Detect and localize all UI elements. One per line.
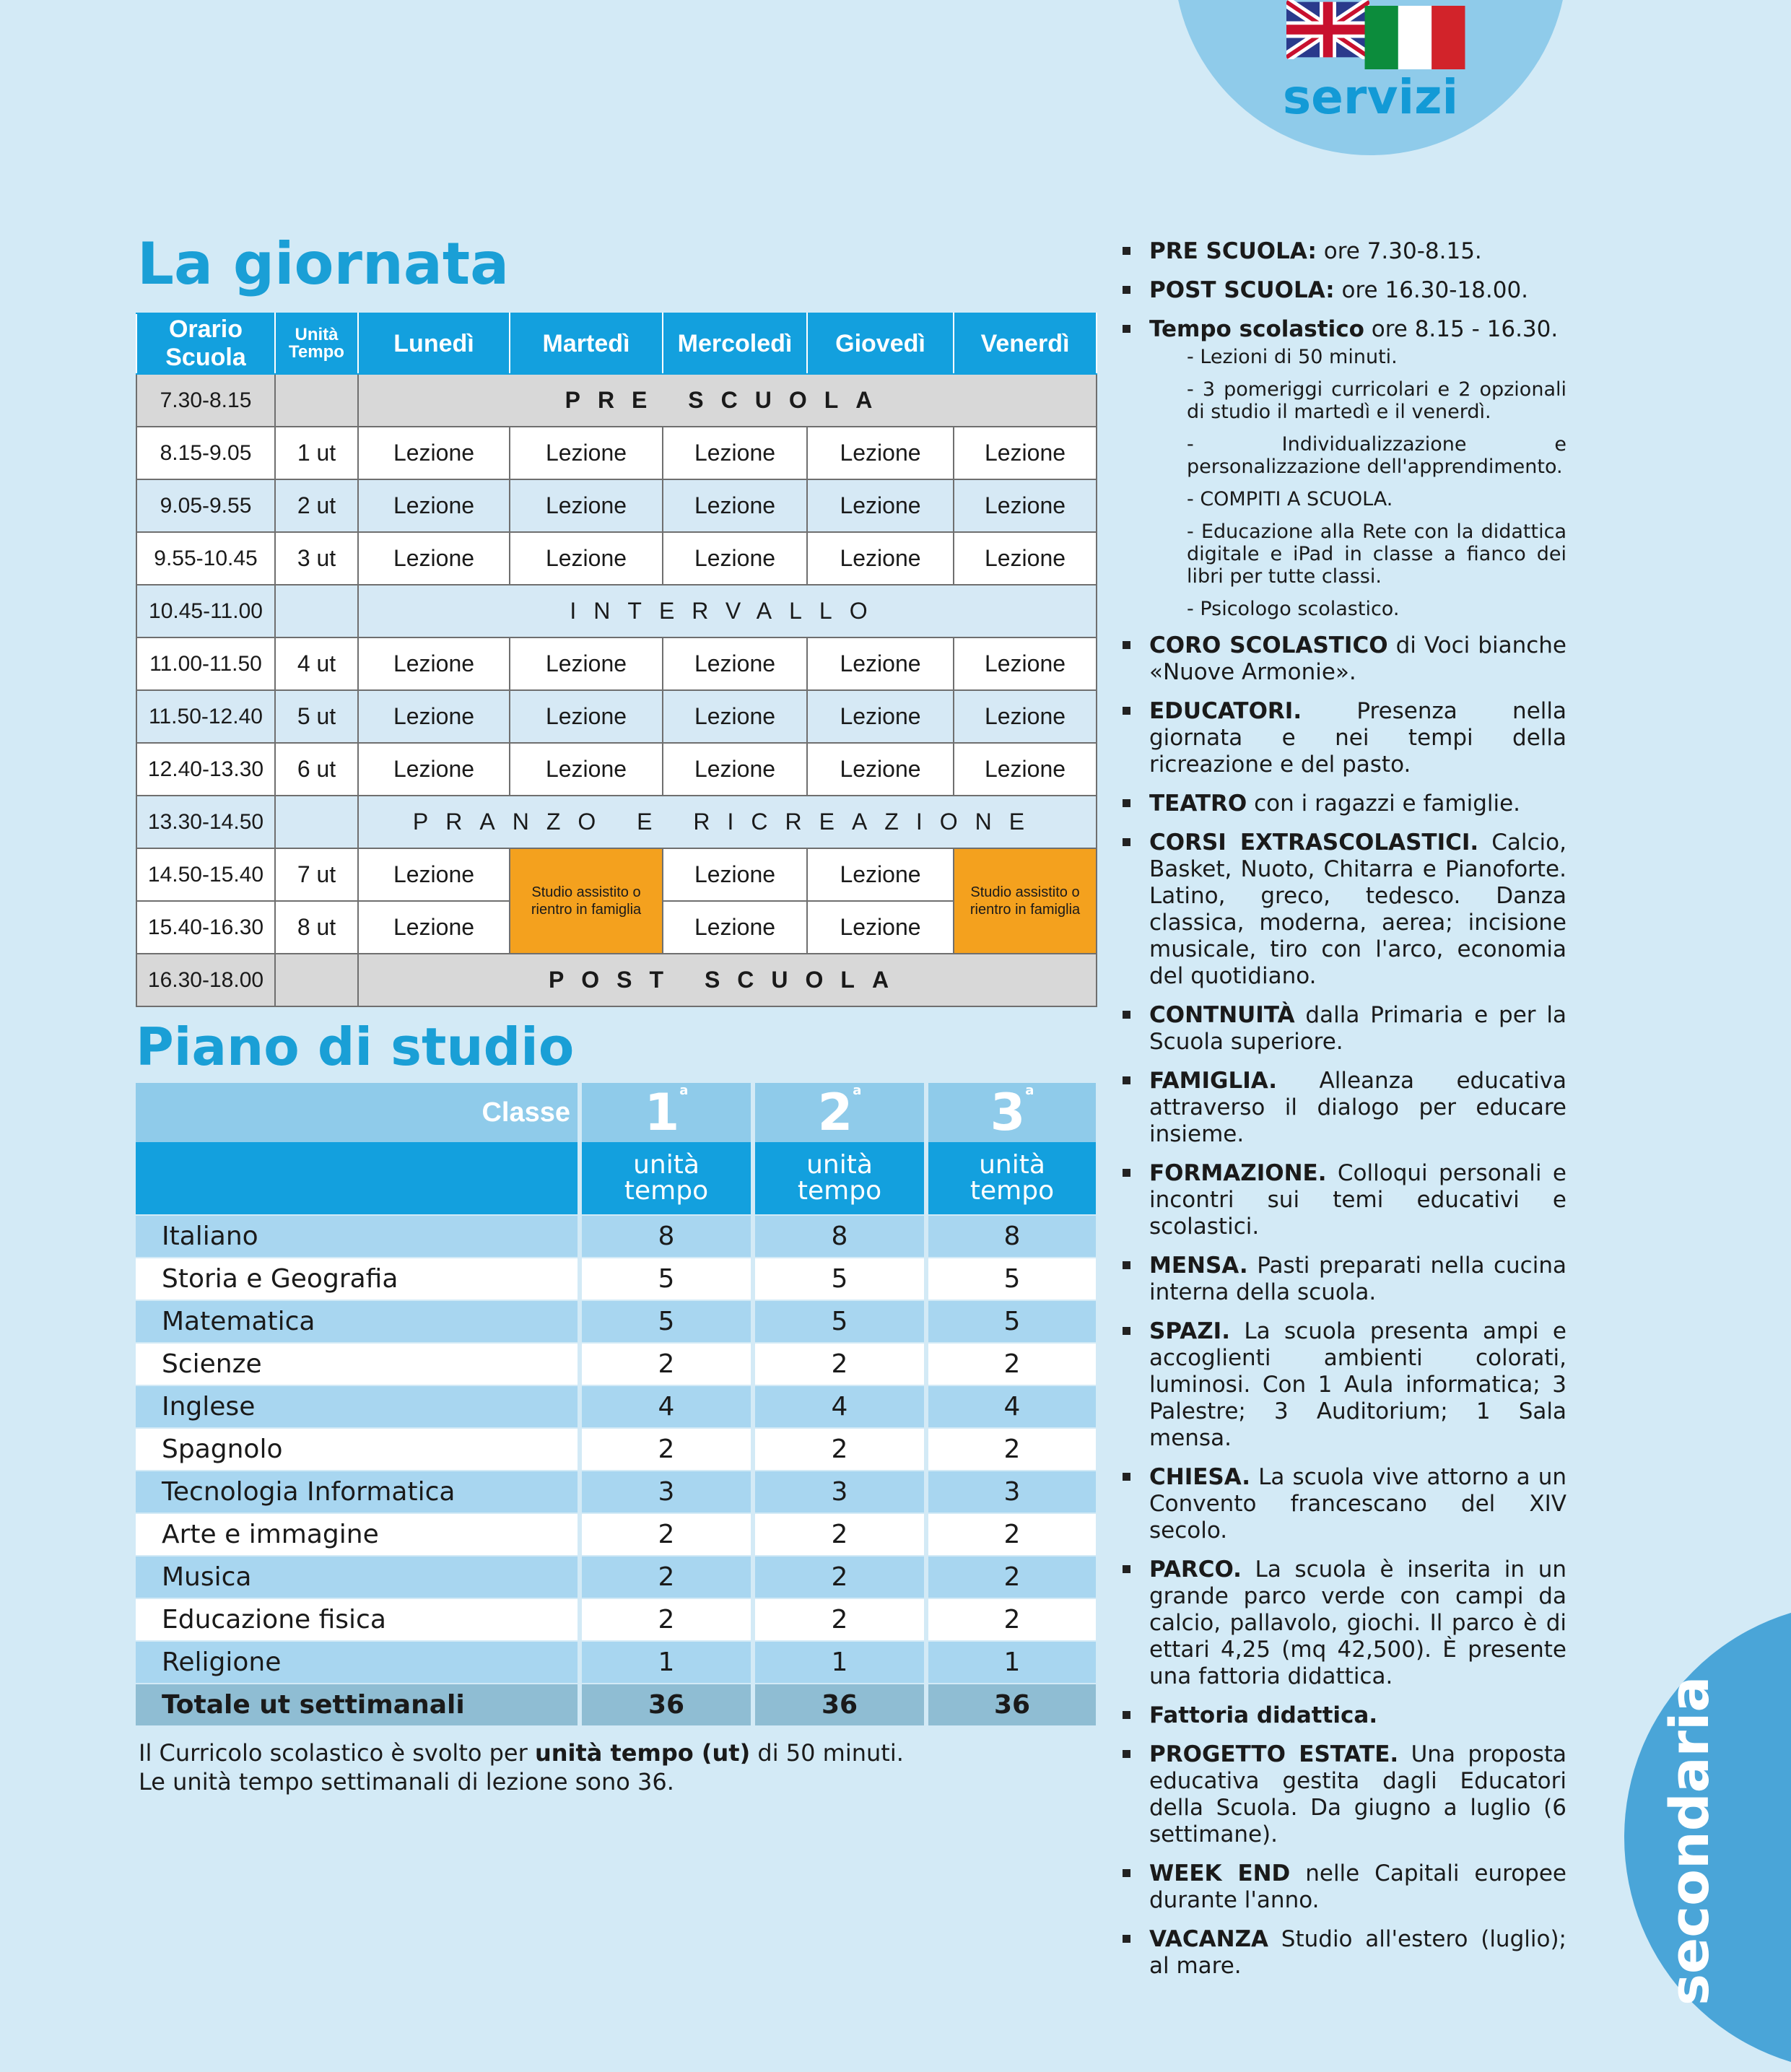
lesson-cell: Lezione xyxy=(663,427,807,479)
subject-value: 36 xyxy=(751,1683,924,1725)
subject-row xyxy=(136,1512,1096,1555)
lesson-cell: Lezione xyxy=(663,690,807,743)
band-post-scuola: POST SCUOLA xyxy=(358,954,1097,1006)
subject-value: 2 xyxy=(751,1342,924,1385)
subject-value: 3 xyxy=(751,1470,924,1512)
lesson-cell: Lezione xyxy=(510,479,663,532)
service-title: CONTNUITÀ xyxy=(1149,1002,1295,1028)
subject-name: Educazione fisica xyxy=(136,1598,578,1640)
subject-row xyxy=(136,1427,1096,1470)
service-title: Fattoria didattica. xyxy=(1149,1702,1378,1728)
band-pre-scuola: PRE SCUOLA xyxy=(358,374,1097,427)
schedule-table xyxy=(136,313,1097,1007)
uk-flag-icon xyxy=(1286,0,1369,59)
lesson-cell: Lezione xyxy=(358,848,510,901)
schedule-row xyxy=(136,479,1097,532)
lesson-cell: Lezione xyxy=(663,901,807,954)
subject-name: Tecnologia Informatica xyxy=(136,1470,578,1512)
service-text: La scuola vive attorno a un Convento francescano del XIV secolo. xyxy=(1149,1464,1566,1544)
lesson-cell: Lezione xyxy=(954,743,1097,796)
giornata-title: La giornata xyxy=(137,230,510,297)
piano-title: Piano di studio xyxy=(136,1017,575,1077)
subject-name: Musica xyxy=(136,1555,578,1598)
lesson-cell: Lezione xyxy=(358,427,510,479)
secondaria-label: secondaria xyxy=(1659,1676,1721,2006)
lesson-cell: Lezione xyxy=(358,690,510,743)
lesson-cell: Lezione xyxy=(510,532,663,585)
subject-value: 1 xyxy=(578,1640,751,1683)
service-item xyxy=(1119,1926,1566,1980)
service-item xyxy=(1119,238,1566,265)
unit-header: unità tempo xyxy=(924,1142,1096,1214)
subject-row xyxy=(136,1385,1096,1427)
unit-header-empty xyxy=(136,1142,578,1214)
subject-value: 5 xyxy=(924,1257,1096,1300)
time-cell: 11.00-11.50 xyxy=(136,637,275,690)
class-2-header: 2$^a$ xyxy=(751,1083,924,1142)
curricolo-note: Il Curricolo scolastico è svolto per unità tempo (ut) di 50 minuti. Le unità tempo settimanali di lezione sono 36. xyxy=(139,1739,904,1795)
subject-value: 1 xyxy=(924,1640,1096,1683)
lesson-cell: Lezione xyxy=(807,690,954,743)
subject-value: 36 xyxy=(924,1683,1096,1725)
lesson-cell: Lezione xyxy=(807,848,954,901)
subject-row xyxy=(136,1640,1096,1683)
service-title: WEEK END xyxy=(1149,1860,1291,1886)
subject-value: 4 xyxy=(751,1385,924,1427)
service-item xyxy=(1119,1160,1566,1240)
lesson-cell: Lezione xyxy=(358,743,510,796)
col-mercoledi: Mercoledì xyxy=(663,313,807,374)
service-item xyxy=(1119,1002,1566,1055)
unit-header: unità tempo xyxy=(578,1142,751,1214)
lesson-cell: Lezione xyxy=(807,901,954,954)
service-title: PARCO. xyxy=(1149,1557,1242,1583)
subject-row xyxy=(136,1555,1096,1598)
service-item xyxy=(1119,698,1566,778)
subject-value: 2 xyxy=(578,1342,751,1385)
subject-row xyxy=(136,1470,1096,1512)
service-text: Presenza nella giornata e nei tempi della ricreazione e del pasto. xyxy=(1149,698,1566,778)
subject-row xyxy=(136,1342,1096,1385)
service-subitem: - Psicologo scolastico. xyxy=(1187,598,1400,620)
time-cell: 9.05-9.55 xyxy=(136,479,275,532)
schedule-row xyxy=(136,585,1097,637)
subject-value: 2 xyxy=(578,1598,751,1640)
time-cell: 9.55-10.45 xyxy=(136,532,275,585)
schedule-row xyxy=(136,427,1097,479)
schedule-row xyxy=(136,848,1097,901)
subject-name: Italiano xyxy=(136,1214,578,1257)
subject-value: 2 xyxy=(578,1512,751,1555)
col-martedi: Martedì xyxy=(510,313,663,374)
service-item xyxy=(1119,1464,1566,1544)
lesson-cell: Lezione xyxy=(807,743,954,796)
subject-name: Inglese xyxy=(136,1385,578,1427)
subject-value: 3 xyxy=(578,1470,751,1512)
subject-value: 8 xyxy=(751,1214,924,1257)
subject-value: 2 xyxy=(924,1598,1096,1640)
subject-value: 2 xyxy=(751,1427,924,1470)
subject-value: 2 xyxy=(924,1342,1096,1385)
lesson-cell: Lezione xyxy=(358,532,510,585)
piano-class-row xyxy=(136,1083,1096,1142)
subject-value: 36 xyxy=(578,1683,751,1725)
ut-cell: 8 ut xyxy=(275,901,358,954)
subject-value: 5 xyxy=(751,1300,924,1342)
subject-value: 8 xyxy=(924,1214,1096,1257)
service-subitem: - COMPITI A SCUOLA. xyxy=(1187,488,1393,510)
service-item xyxy=(1119,1068,1566,1148)
time-cell: 10.45-11.00 xyxy=(136,585,275,637)
service-subitem: - 3 pomeriggi curricolari e 2 opzionali di studio il martedì e il venerdì. xyxy=(1187,378,1566,423)
service-item xyxy=(1119,1557,1566,1690)
subject-name: Scienze xyxy=(136,1342,578,1385)
service-item xyxy=(1119,632,1566,686)
service-text: Studio all'estero (luglio); al mare. xyxy=(1149,1926,1566,1979)
service-item xyxy=(1119,791,1566,817)
piano-table xyxy=(136,1083,1096,1725)
service-title: CHIESA. xyxy=(1149,1464,1251,1490)
service-text: Alleanza educativa attraverso il dialogo per educare insieme. xyxy=(1149,1068,1566,1147)
subject-name: Matematica xyxy=(136,1300,578,1342)
time-cell: 8.15-9.05 xyxy=(136,427,275,479)
lesson-cell: Lezione xyxy=(510,637,663,690)
service-text: dalla Primaria e per la Scuola superiore. xyxy=(1149,1002,1566,1055)
service-title: VACANZA xyxy=(1149,1926,1269,1952)
time-cell: 16.30-18.00 xyxy=(136,954,275,1006)
ut-cell: 7 ut xyxy=(275,848,358,901)
servizi-label: servizi xyxy=(1282,69,1459,125)
lesson-cell: Lezione xyxy=(954,637,1097,690)
subject-name: Storia e Geografia xyxy=(136,1257,578,1300)
services-list xyxy=(1119,238,1566,1992)
service-text: ore 16.30-18.00. xyxy=(1334,277,1529,303)
subject-row xyxy=(136,1598,1096,1640)
service-text: La scuola è inserita in un grande parco verde con campi da calcio, pallavolo, giochi. Il parco è di ettari 4,25 (mq 42,500). È presente una fattoria didattica. xyxy=(1149,1557,1566,1689)
subject-value: 8 xyxy=(578,1214,751,1257)
subject-value: 2 xyxy=(924,1512,1096,1555)
service-title: PRE SCUOLA: xyxy=(1149,238,1317,264)
subject-row xyxy=(136,1257,1096,1300)
service-title: TEATRO xyxy=(1149,791,1247,817)
lesson-cell: Lezione xyxy=(663,743,807,796)
service-text: con i ragazzi e famiglie. xyxy=(1247,791,1521,817)
service-item xyxy=(1119,1860,1566,1914)
ut-cell: 5 ut xyxy=(275,690,358,743)
service-subitem: - Lezioni di 50 minuti. xyxy=(1187,346,1398,368)
ut-cell: 1 ut xyxy=(275,427,358,479)
schedule-row xyxy=(136,743,1097,796)
schedule-row xyxy=(136,954,1097,1006)
col-lunedi: Lunedì xyxy=(358,313,510,374)
ut-cell: 6 ut xyxy=(275,743,358,796)
service-item xyxy=(1119,830,1566,990)
service-title: PROGETTO ESTATE. xyxy=(1149,1741,1399,1767)
ut-cell xyxy=(275,796,358,848)
band-pranzo: PRANZO E RICREAZIONE xyxy=(358,796,1097,848)
schedule-row xyxy=(136,532,1097,585)
ut-cell xyxy=(275,374,358,427)
subject-row xyxy=(136,1683,1096,1725)
lesson-cell: Lezione xyxy=(358,479,510,532)
lesson-cell: Lezione xyxy=(954,479,1097,532)
schedule-row xyxy=(136,374,1097,427)
lesson-cell: Lezione xyxy=(807,427,954,479)
subject-value: 2 xyxy=(578,1555,751,1598)
service-item xyxy=(1119,277,1566,304)
italy-flag-icon xyxy=(1364,6,1465,69)
subject-value: 5 xyxy=(578,1257,751,1300)
subject-value: 4 xyxy=(924,1385,1096,1427)
service-subitem: - Individualizzazione e personalizzazione dell'apprendimento. xyxy=(1187,433,1566,478)
lesson-cell: Lezione xyxy=(510,427,663,479)
service-title: MENSA. xyxy=(1149,1253,1248,1279)
lesson-cell: Lezione xyxy=(663,637,807,690)
service-title: EDUCATORI. xyxy=(1149,698,1302,724)
service-text: Colloqui personali e incontri sui temi educativi e scolastici. xyxy=(1149,1160,1566,1240)
lesson-cell: Lezione xyxy=(358,637,510,690)
subject-value: 2 xyxy=(751,1512,924,1555)
service-title: POST SCUOLA: xyxy=(1149,277,1335,303)
lesson-cell: Lezione xyxy=(510,690,663,743)
lesson-cell: Lezione xyxy=(663,532,807,585)
subject-row xyxy=(136,1300,1096,1342)
lesson-cell: Lezione xyxy=(663,479,807,532)
subject-name: Totale ut settimanali xyxy=(136,1683,578,1725)
subject-value: 5 xyxy=(924,1300,1096,1342)
class-1-header: 1$^a$ xyxy=(578,1083,751,1142)
studio-venerdi-cell: Studio assistito o rientro in famiglia xyxy=(954,848,1097,954)
service-text: Pasti preparati nella cucina interna della scuola. xyxy=(1149,1253,1566,1305)
service-item xyxy=(1119,316,1566,620)
lesson-cell: Lezione xyxy=(807,479,954,532)
subject-value: 1 xyxy=(751,1640,924,1683)
schedule-row xyxy=(136,637,1097,690)
ut-cell xyxy=(275,954,358,1006)
service-text: Una proposta educativa gestita dagli Educatori della Scuola. Da giugno a luglio (6 settimane). xyxy=(1149,1741,1567,1847)
band-intervallo: INTERVALLO xyxy=(358,585,1097,637)
subject-row xyxy=(136,1214,1096,1257)
service-text: nelle Capitali europee durante l'anno. xyxy=(1149,1860,1566,1913)
service-title: FAMIGLIA. xyxy=(1149,1068,1278,1094)
subject-value: 2 xyxy=(578,1427,751,1470)
subject-value: 2 xyxy=(924,1555,1096,1598)
lesson-cell: Lezione xyxy=(807,532,954,585)
service-text: La scuola presenta ampi e accoglienti ambienti colorati, luminosi. Con 1 Aula informatica; 3 Palestre; 3 Auditorium; 1 Sala mensa. xyxy=(1149,1318,1566,1451)
schedule-header-row xyxy=(136,313,1097,374)
subject-value: 2 xyxy=(751,1598,924,1640)
time-cell: 15.40-16.30 xyxy=(136,901,275,954)
lesson-cell: Lezione xyxy=(954,427,1097,479)
service-item xyxy=(1119,1318,1566,1452)
col-unita: Unità Tempo xyxy=(275,313,358,374)
col-giovedi: Giovedì xyxy=(807,313,954,374)
schedule-row xyxy=(136,690,1097,743)
service-title: CORSI EXTRASCOLASTICI. xyxy=(1149,830,1479,856)
studio-martedi-cell: Studio assistito o rientro in famiglia xyxy=(510,848,663,954)
time-cell: 13.30-14.50 xyxy=(136,796,275,848)
service-text: ore 8.15 - 16.30. xyxy=(1364,316,1559,342)
subject-value: 3 xyxy=(924,1470,1096,1512)
subject-value: 5 xyxy=(751,1257,924,1300)
ut-cell xyxy=(275,585,358,637)
schedule-row xyxy=(136,796,1097,848)
lesson-cell: Lezione xyxy=(954,690,1097,743)
service-item xyxy=(1119,1253,1566,1306)
classe-label: Classe xyxy=(136,1083,578,1142)
subject-value: 5 xyxy=(578,1300,751,1342)
col-venerdi: Venerdì xyxy=(954,313,1097,374)
time-cell: 14.50-15.40 xyxy=(136,848,275,901)
lesson-cell: Lezione xyxy=(663,848,807,901)
lesson-cell: Lezione xyxy=(358,901,510,954)
lesson-cell: Lezione xyxy=(807,637,954,690)
service-title: FORMAZIONE. xyxy=(1149,1160,1327,1186)
service-item xyxy=(1119,1741,1566,1848)
subject-value: 2 xyxy=(924,1427,1096,1470)
class-3-header: 3$^a$ xyxy=(924,1083,1096,1142)
time-cell: 11.50-12.40 xyxy=(136,690,275,743)
lesson-cell: Lezione xyxy=(510,743,663,796)
subject-value: 4 xyxy=(578,1385,751,1427)
subject-name: Religione xyxy=(136,1640,578,1683)
ut-cell: 4 ut xyxy=(275,637,358,690)
unit-header: unità tempo xyxy=(751,1142,924,1214)
service-subitem: - Educazione alla Rete con la didattica digitale e iPad in classe a fianco dei libri per tutte classi. xyxy=(1187,521,1566,588)
service-title: SPAZI. xyxy=(1149,1318,1230,1344)
time-cell: 12.40-13.30 xyxy=(136,743,275,796)
subject-value: 2 xyxy=(751,1555,924,1598)
subject-name: Arte e immagine xyxy=(136,1512,578,1555)
ut-cell: 3 ut xyxy=(275,532,358,585)
service-title: CORO SCOLASTICO xyxy=(1149,632,1388,658)
ut-cell: 2 ut xyxy=(275,479,358,532)
service-item xyxy=(1119,1702,1566,1729)
time-cell: 7.30-8.15 xyxy=(136,374,275,427)
service-text: di Voci bianche «Nuove Armonie». xyxy=(1149,632,1566,685)
subject-name: Spagnolo xyxy=(136,1427,578,1470)
service-title: Tempo scolastico xyxy=(1149,316,1364,342)
lesson-cell: Lezione xyxy=(954,532,1097,585)
service-text: ore 7.30-8.15. xyxy=(1316,238,1482,264)
piano-unit-row xyxy=(136,1142,1096,1214)
service-text: Calcio, Basket, Nuoto, Chitarra e Pianoforte. Latino, greco, tedesco. Danza classica, moderna, aerea; incisione musicale, tiro con l'arco, economia del quotidiano. xyxy=(1149,830,1566,989)
col-orario: Orario Scuola xyxy=(136,313,275,374)
